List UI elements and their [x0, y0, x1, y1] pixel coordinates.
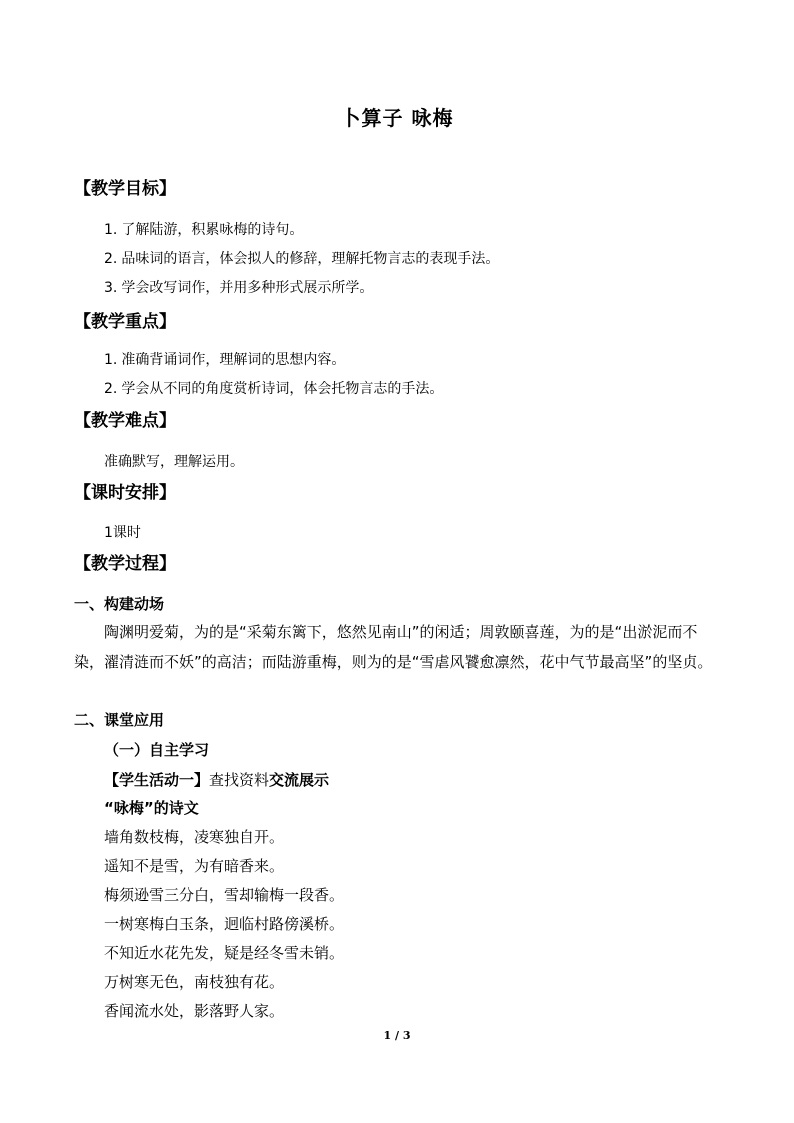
activity-label: 【学生活动一】	[104, 771, 210, 789]
key-points-heading: 【教学重点】	[74, 312, 176, 332]
objective-text: 品味词的语言，体会拟人的修辞，理解托物言志的表现手法。	[121, 251, 500, 267]
key-point-text: 学会从不同的角度赏析诗词，体会托物言志的手法。	[121, 381, 444, 397]
part1-heading: 一、构建动场	[74, 595, 165, 613]
poem-title: “咏梅”的诗文	[104, 799, 199, 817]
objectives-heading: 【教学目标】	[74, 179, 176, 199]
objective-number: 2.	[104, 251, 118, 267]
objective-number: 3.	[104, 280, 118, 296]
part1-paragraph: 陶渊明爱菊，为的是“采菊东篱下，悠然见南山”的闲适；周敦颐喜莲，为的是“出淤泥而不染，濯清涟而不妖”的高洁；而陆游重梅，则为的是“雪虐风饕愈凛然，花中气节最高坚”的坚贞。	[74, 623, 713, 671]
poem-line: 不知近水花先发，疑是经冬雪未销。	[104, 944, 345, 962]
objective-item-2	[104, 249, 499, 269]
objective-text: 了解陆游，积累咏梅的诗句。	[121, 222, 304, 238]
key-point-item-1	[104, 350, 345, 370]
key-point-number: 1.	[104, 352, 118, 368]
objective-text: 学会改写词作，并用多种形式展示所学。	[121, 280, 374, 296]
objective-item-1	[104, 220, 303, 240]
page-title: 卜算子 咏梅	[340, 106, 454, 130]
poem-line: 万树寒无色，南枝独有花。	[104, 973, 285, 991]
difficulties-heading: 【教学难点】	[74, 411, 176, 431]
difficulties-text: 准确默写，理解运用。	[104, 454, 244, 470]
activity-label-2: 交流展示	[269, 771, 330, 789]
poem-line: 一树寒梅白玉条，迥临村路傍溪桥。	[104, 915, 345, 933]
objective-item-3	[104, 278, 373, 298]
key-point-text: 准确背诵词作，理解词的思想内容。	[121, 352, 346, 368]
activity-text: 查找资料	[209, 771, 270, 789]
part2-heading: 二、课堂应用	[74, 711, 165, 729]
objective-number: 1.	[104, 222, 118, 238]
poem-line: 遥知不是雪，为有暗香来。	[104, 857, 285, 875]
key-point-item-2	[104, 379, 443, 399]
poem-line: 墙角数枝梅，凌寒独自开。	[104, 828, 285, 846]
poem-line: 梅须逊雪三分白，雪却输梅一段香。	[104, 886, 345, 904]
poem-line: 香闻流水处，影落野人家。	[104, 1002, 285, 1020]
schedule-text: 1课时	[104, 525, 141, 541]
schedule-heading: 【课时安排】	[74, 483, 176, 503]
page-number: 1 / 3	[383, 1029, 411, 1042]
process-heading: 【教学过程】	[74, 554, 176, 574]
self-study-heading: （一）自主学习	[104, 741, 210, 759]
student-activity	[104, 769, 329, 791]
key-point-number: 2.	[104, 381, 118, 397]
